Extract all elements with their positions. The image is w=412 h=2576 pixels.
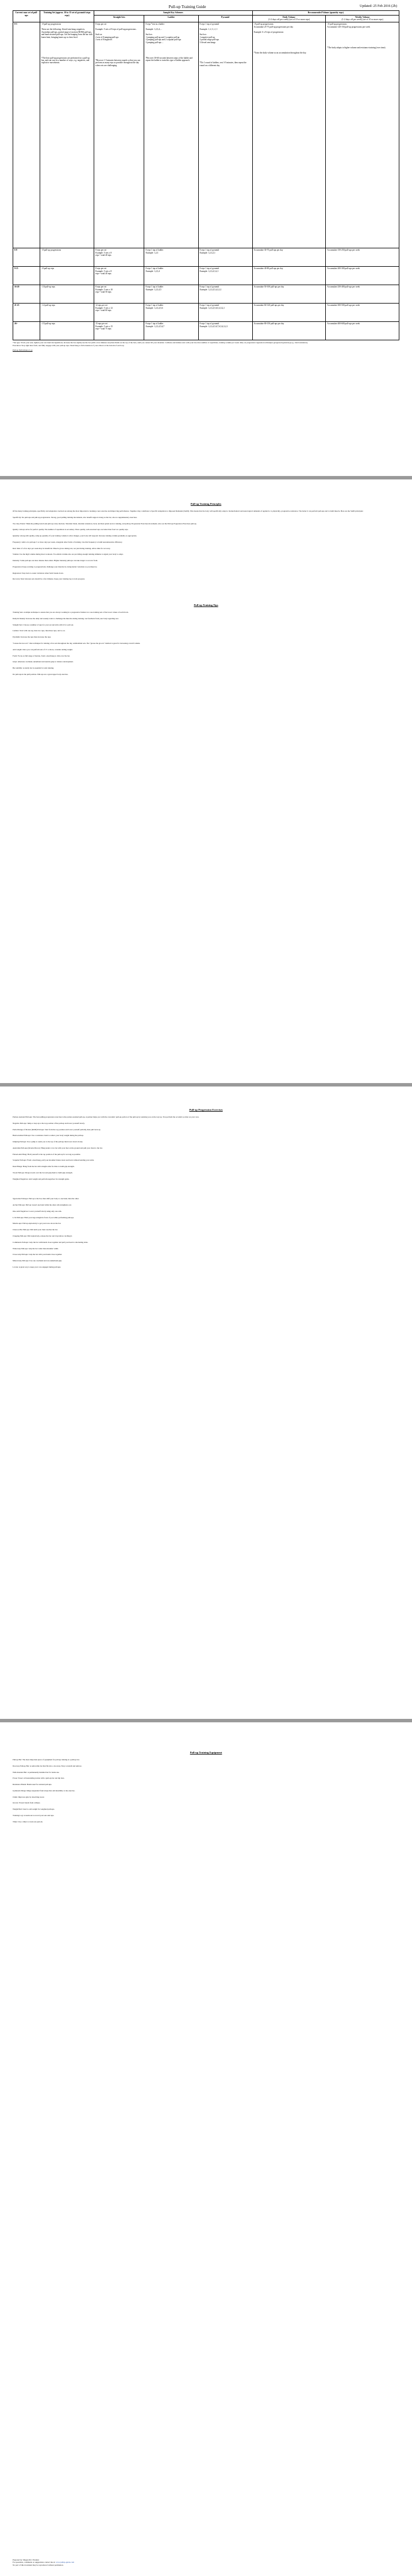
paragraph: Two Key Points: Think the pulling bench and pull-up rotary motions. Shoulder blade, shoulder extension, back, and then spinal erector training, and pull-up Progression Exercises movements. Also set the Pull-up Progression Exercises pull-up.	[13, 522, 197, 525]
col-volume: Recommended Volume (quantity reps)	[252, 11, 399, 16]
paragraph: Intensity: Some pull-ups are more intense than others. Higher intensity pull-ups can take longer to recover from.	[13, 559, 98, 562]
table-row	[13, 248, 399, 267]
paragraph: Resistance Bands: Bands used for assisted pull-ups.	[13, 1783, 52, 1786]
paragraph: Chalk: Improves grip by absorbing sweat.	[13, 1795, 45, 1798]
cell-pyramid: 8 reps 1 top of pyramid Example: 1,2,3,4,5,6,5,4,3,2,1	[198, 304, 252, 322]
paragraph: L-Sit Pull-ups: Hold your legs straight in front of you while performing pull-ups.	[13, 1216, 74, 1219]
col-daily	[252, 15, 326, 22]
paragraph: Specificity: Do pull-ups and pull-up progressions. Strong, good pulling training movements, also benefit support strong on the bar, also no supplementary exercises.	[13, 516, 137, 519]
cell-training: <8 pull-up reps	[40, 267, 94, 285]
cell-training: <8 pull-up progressions	[40, 248, 94, 267]
cell-daily: <8 pull-up progressions Accumulate 25-75 pull-up progressions per day Example: 6 x 8 reps of progressions *Train the daily volume as an accumulation throughout the day.	[252, 22, 326, 248]
col-weekly	[326, 15, 399, 22]
page-3	[0, 1087, 412, 1719]
table-row	[13, 322, 399, 340]
cell-daily: Accumulate 30-70 pull-ups per day	[252, 248, 326, 267]
paragraph: Gymnastic Rings: Rings suspended from straps that add instability to the exercise.	[13, 1789, 75, 1792]
cell-max: 0-5	[13, 22, 40, 248]
paragraph: Recovery: Rest between sets should be a few minutes. Keep your training log to track progress.	[13, 578, 85, 581]
paragraph: Close-Grip Pull-ups: Grip the bar with your hands close together.	[13, 1253, 63, 1256]
cell-weekly: Accumulate 200-300 pull-ups per week	[326, 267, 399, 285]
cell-max: 21-25	[13, 304, 40, 322]
cell-daily: Accumulate 60-120 pull-ups per day	[252, 304, 326, 322]
cell-pyramid: 8 reps 1 top of pyramid Example: 1,2,3,4,3,2,1	[198, 267, 252, 285]
cell-weekly: Accumulate 300-500 pull-ups per week	[326, 304, 399, 322]
progression-body	[13, 1116, 399, 1180]
cell-weekly: Accumulate 150-250 pull-ups per week	[326, 248, 399, 267]
table-row	[13, 285, 399, 304]
paragraph: Wall-mounted Bar: A permanently installed bar for home use.	[13, 1771, 60, 1773]
page-2	[0, 479, 412, 1083]
cell-pyramid: 8 reps 1 top of pyramid Example: 1,2,3,2,1	[198, 248, 252, 267]
paragraph: Band-Assisted Pull-ups: Use a resistance band to reduce your body weight during the pull-up.	[13, 1134, 84, 1137]
col-max: Current max set of pull-ups	[13, 11, 40, 22]
contact-text: For questions, comments or suggestions contact me at:	[13, 2561, 56, 2564]
paragraph: Negative Pull-ups: Jump or step up to the top position of the pull-up and lower yourself slowly.	[13, 1122, 85, 1124]
cell-weekly: <8 pull-up progressions Accumulate 120-150 pull-up progressions per week *The body adapts to higher volume and resistance training (over time).	[326, 22, 399, 248]
paragraph: Bar stability: A sturdy bar is essential for safe training.	[13, 667, 54, 670]
col-daily-label: Daily Volume	[283, 16, 295, 18]
cell-training: <10 pull-up reps	[40, 285, 94, 304]
paragraph: Form: Focus on full range of motion, from a dead hang to chin over the bar.	[13, 654, 70, 657]
paragraph: Commando Pull-ups: Grip the bar with hands close together and pull your head to alternating sides.	[13, 1241, 88, 1243]
page-4	[0, 1722, 412, 2576]
cell-pyramid: 8 reps 1 top of pyramid Example: 1,2,3,4,5,4,3,2,1	[198, 285, 252, 304]
cell-pyramid: 8 reps 1 top of pyramid Example: 1,2,3,4,5,6,7,6,5,4,3,2,1	[198, 322, 252, 340]
cell-straight: 8 reps per set Example: 5 sets x 10 reps = total 50 reps	[94, 285, 144, 304]
cell-training: <15 pull-up reps	[40, 322, 94, 340]
cell-daily: Accumulate 80-150 pull-ups per day	[252, 322, 326, 340]
log-label: Pull-up Performance Log	[13, 349, 33, 352]
paragraph: Training Sets: A simple technique to ensure that you are always working in a progressive fashion is to use training sets of the lower values of each block.	[13, 611, 129, 614]
col-ladder: Ladder	[144, 15, 198, 22]
cell-ladder: 8 reps 1 top of ladder Example: 1,2,3,4	[144, 267, 198, 285]
paragraph: Quantity: Along with quality, ramp up quantity. If your training volume is what changes, your body will respond. Increase training volume gradually as appropriate.	[13, 535, 137, 538]
cell-max: 9-15	[13, 267, 40, 285]
page-1	[0, 0, 412, 476]
paragraph: Muscle-ups: Pull up explosively to get your torso above the bar.	[13, 1222, 61, 1225]
table-header-row	[13, 11, 399, 16]
cell-ladder: 8 reps 1 top of ladder Example: 1,2,3,4,5	[144, 285, 198, 304]
paragraph: Straight Sets: Choose a number of reps for your set and stick with it for each set.	[13, 623, 74, 626]
cell-daily: Accumulate 50-100 pull-ups per day	[252, 285, 326, 304]
cell-ladder: 8 reps 1 top of ladder Example: 1,2,3,4,5,6,7	[144, 322, 198, 340]
paragraph: Chest-to-Bar Pull-ups: Pull until your chest touches the bar.	[13, 1229, 58, 1231]
paragraph: Gloves: Protect hands from calluses.	[13, 1802, 41, 1805]
cell-straight: 8 reps per set Example: 5 sets of 8 reps of pull-up progressions. Such as: 2 sets of 8 jumping pull-ups 2 sets of 8 negatives *Recover 1-5 minutes between rounds so that you can perform as many reps as possible throughout the day when sets are challenging.	[94, 22, 144, 248]
principles-body	[13, 510, 399, 581]
table-row	[13, 267, 399, 285]
prepared-by: Prepared by: Megan M.J. Prudent	[13, 2558, 39, 2561]
cell-ladder: 8 reps *rest at a ladder Example: 1,2,3,4,... Such as: 1 jumping pull-up and 1 scapular pull-up 2 jumping pull-ups and 2 scapular pull-ups 3 jumping pull-ups ... *Recover 30-60 seconds between steps of the ladder and repeat the ladder to train this type of ladder approach.	[144, 22, 198, 248]
col-straight: Straight Sets	[94, 15, 144, 22]
tips-title: Pull-up Training Tips	[194, 604, 218, 607]
paragraph: Wide-Grip Pull-ups: Grip the bar wider than shoulder width.	[13, 1247, 59, 1250]
paragraph: Volume: Use the high volume during most workouts. Two-thirds volume also are providing enough training stimulus to signal your body to adapt.	[13, 553, 124, 556]
paragraph: Dead Hangs: Hang from the bar with straight arms for time to build grip strength.	[13, 1165, 75, 1168]
table-row	[13, 22, 399, 248]
progression-title: Pull-up Progression Exercises	[189, 1108, 223, 1111]
equipment-title: Pull-up Training Equipment	[190, 1751, 222, 1754]
updated-date: Updated: 25 Feb 2016 (2b)	[360, 5, 397, 8]
cell-max: 6-8	[13, 248, 40, 267]
col-schemes: Sample Key Schemes	[94, 11, 253, 16]
cell-straight: 8 reps per set Example: 5 sets x 8 reps = total 40 reps	[94, 267, 144, 285]
cell-daily: Accumulate 40-80 pull-ups per day	[252, 267, 326, 285]
paragraph: Training Log: A notebook to record your sets and reps.	[13, 1814, 55, 1817]
paragraph: Regression: Step back to easier variations when form breaks down.	[13, 571, 64, 574]
paragraph: Daily & Weekly: Increase the daily and weekly totals to challenge the muscles during training. Get feedback from your body regarding rest.	[13, 617, 119, 620]
equipment-body	[13, 1759, 399, 1823]
paragraph: Jumping Pull-ups: Use a jump to assist you to the top of the pull-up then lower down slowly.	[13, 1141, 83, 1143]
copyright-note: No part of this document may be reproduced without permission.	[13, 2564, 64, 2567]
col-training: Training Set (approx. 10 to 15 set of pyramid steps reps)	[40, 11, 94, 22]
paragraph: Doorway Pull-up Bar: A removable bar that fits into a doorway. Easy to install and remove.	[13, 1764, 82, 1767]
paragraph: Pyramids: Increase the reps then decrease the reps.	[13, 636, 52, 639]
footer	[13, 2559, 74, 2567]
paragraph: Grips: Alternate overhand, underhand and neutral grips to balance development.	[13, 661, 74, 663]
cell-weekly: Accumulate 400-600 pull-ups per week	[326, 322, 399, 340]
col-pyramid: Pyramid	[198, 15, 252, 22]
paragraph: Rest: Rest of a few days per week may be beneficial. Muscle grows during rest, not just during training. Allow time for recovery.	[13, 547, 111, 550]
col-daily-note: (1-2 days off per week) (set of 10 or more reps)	[268, 18, 310, 21]
paragraph: Flexed-Arm Hang: Hold yourself at the top position of the pull-up for as long as possible.	[13, 1153, 81, 1155]
paragraph: Frequency: Aim to do pull-ups 5 or more days per week, alongside other forms of training. Use this frequency to build neuromuscular efficiency.	[13, 540, 123, 543]
cell-training: <8 pull-up progressions These are the following: flexed-arm hang, negatives, Australian pull-ups, partial range of motion (ROM) pull-ups, and band-assisted pull-ups. Get the hanging from the bar with knees bent, bringing knees up to chest level. *The best pull-up progressions are performed on a pull-up bar, and can vary in a number of ways, e.g. negatives, and explosive movements.	[40, 22, 94, 248]
cell-weekly: Accumulate 250-400 pull-ups per week	[326, 285, 399, 304]
paragraph: Typewriter Pull-ups: Pull up to the bar, then shift your body to one hand, then the other.	[13, 1197, 79, 1200]
paragraph: "Grease the Groove": One technique for training a few sets throughout the day, submaximal sets. The "grease the groove" method is great for increasing overall volume.	[13, 642, 141, 645]
paragraph: Clapping Pull-ups: Pull explosively, release the bar and clap before catching it.	[13, 1235, 73, 1238]
paragraph: Archer Pull-ups: Pull up toward one hand while the other arm straightens out.	[13, 1204, 72, 1207]
paragraph: One-Arm Negatives: Lower yourself slowly using only one arm.	[13, 1210, 62, 1212]
cell-ladder: 8 reps 1 top of ladder Example: 1,2,3	[144, 248, 198, 267]
paragraph: Timer: Use a timer to track rest periods.	[13, 1820, 43, 1823]
paragraph: Australian Pull-ups (Inverted Rows): Hang under a low bar with your feet on the ground and pull your chest to the bar.	[13, 1146, 103, 1149]
cell-straight: 12 reps per set Example: 5 sets x 12 reps = total 60 reps	[94, 304, 144, 322]
paragraph: Ladders: Start with one rep, then two reps, then three reps, and so on.	[13, 629, 66, 632]
paragraph: Quality: Always strive for perfect quality. The number of repetitions is secondary. Three quality, well-executed reps are better than four low quality reps.	[13, 528, 129, 531]
contact-link[interactable]: www.pullup-guide.com	[56, 2561, 75, 2564]
paragraph: Mixed-Grip Pull-ups: Use one overhand and one underhand grip.	[13, 1260, 62, 1262]
cell-max: 16-20	[13, 285, 40, 304]
paragraph: Weighted Negatives: Add weight and perform negatives for strength gains.	[13, 1177, 70, 1180]
more-body	[13, 1197, 399, 1268]
table-footnote: *Set type: Track your sets; tighten your rest intervals/repetitions, increase the bar, lightly use the bar (with a few minutes rest) then finish on the top of the bars, until you cannot lift your shoulder. Calibrate and initiate rests with your true max number of repetitions, training volume per week. Rely on progression regression techniques (progress/regression) (e.g., band assistance). Execution: Stop right here form, and fully engage with your pull-up reps. Dead hang to full extension of your elbows at the bottom of each rep.	[13, 341, 308, 347]
paragraph: Scapular Pull-ups: From a dead hang, pull your shoulder blades down and back without bending your arms.	[13, 1159, 94, 1162]
cell-straight: 15 reps per set Example: 5 sets x 15 reps = total 75 reps	[94, 322, 144, 340]
page-header	[13, 5, 399, 10]
principles-title: Pull-up Training Principles	[190, 502, 222, 505]
table-row	[13, 304, 399, 322]
paragraph: Partial Range of Motion (ROM) Pull-ups: Start from the top position and lower yourself partially, then pull back up.	[13, 1128, 101, 1131]
cell-pyramid: 8 reps 1 top of pyramid Example: 1, 2, 3, 2, 1 Such as: 1 negative pull-up 2 partial range pull-ups 3 flexed arm hangs *Do 1 round of ladders; rest 3-5 minutes, then repeat the round on a different day.	[198, 22, 252, 248]
cell-straight: 8 reps per set Example: 5 sets x 8 reps = total 40 reps	[94, 248, 144, 267]
col-weekly-note: (1-2 days off per week) (set of 10 or more reps)	[341, 18, 383, 21]
paragraph: Of the many training principles, specificity and adaptation overload are among the most important to learning a new exercise and improving performance. Together, they contribute to Specific Adaptation to Imposed Demands (SAID). This means that the body will specifically adapt to biomechanical and neurological demands of applied to it, physically, progressive resistance. The better it can perform pull-ups and to build muscle. Here are the SAID principles:	[13, 510, 364, 512]
col-weekly-label: Weekly Volume	[355, 16, 370, 18]
paragraph: Weight Belt: Used to add weight for weighted pull-ups.	[13, 1808, 55, 1811]
paragraph: Add weight: Once you can perform sets of 15 or more, consider adding weight.	[13, 648, 73, 651]
doc-title: Pull-up Training Guide	[168, 5, 206, 9]
cell-training: <12 pull-up reps	[40, 304, 94, 322]
paragraph: Power Tower: A freestanding station with a pull-up bar and dip bars.	[13, 1777, 65, 1780]
paragraph: Do pull-ups in the pull position. Pull-ups are a great upper body exercise.	[13, 673, 68, 675]
paragraph: Progression: Keep working to progressively challenge your muscles by doing harder variations as you improve.	[13, 565, 98, 568]
paragraph: Towel Pull-ups: Drape towels over the bar and grip them to build grip strength.	[13, 1171, 73, 1174]
cell-max: 26+	[13, 322, 40, 340]
training-table	[13, 10, 399, 340]
tips-body	[13, 611, 399, 675]
paragraph: L-Line: A great way to keep your core engaged during pull-ups.	[13, 1265, 61, 1268]
cell-ladder: 8 reps 1 top of ladder Example: 1,2,3,4,5,6	[144, 304, 198, 322]
paragraph: Partner-Assisted Pull-ups: The best pulling progression exercises is the partner-assisted pull-up. A partner helps you with the concentric pull-up portion of the pull-up by assisting you on the way up. You perform the eccentric portion on your own.	[13, 1116, 199, 1118]
paragraph: Pull-up Bar: The most important piece of equipment for pull-up training is a pull-up bar.	[13, 1759, 80, 1761]
